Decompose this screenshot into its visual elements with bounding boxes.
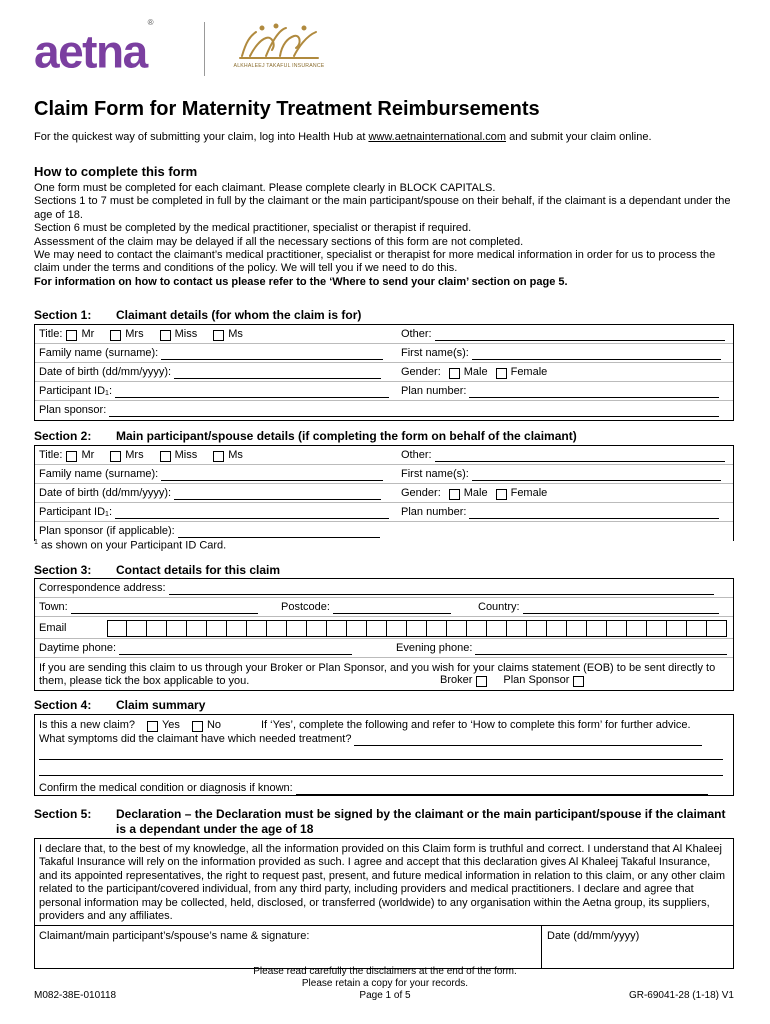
section-2-box — [34, 445, 734, 541]
participant-row: Participant ID $_1$ : Plan number: — [35, 503, 733, 522]
section-5-box — [34, 838, 734, 969]
postcode-field[interactable] — [333, 603, 451, 614]
address-field[interactable] — [169, 584, 714, 595]
email-char-box[interactable] — [127, 620, 147, 637]
email-input-grid[interactable] — [107, 620, 727, 637]
declaration-text: I declare that, to the best of my knowledge, all the information provided on this Claim form is truthful and correct. I understand that Al Khaleej Takaful Insurance will rely on the information provided as such. I agree and accept that this declaration gives Al Khaleej Takaful Insurance, and its appointed representatives, the right to request past, present, and future medical information in relation to this claim, or any other claim related to the participant/covered individual, from any third party, including providers and medical practitioners. I declare and agree that personal information may be collected, held, disclosed, or transferred (worldwide) to any organisation within the Aetna group, its suppliers, providers and any affiliates. — [35, 839, 733, 926]
how-to-instructions — [34, 182, 734, 289]
family-name-field[interactable] — [161, 349, 383, 360]
email-char-box[interactable] — [267, 620, 287, 637]
email-char-box[interactable] — [367, 620, 387, 637]
no-checkbox[interactable] — [192, 721, 203, 732]
mrs-checkbox[interactable] — [110, 330, 121, 341]
country-field[interactable] — [523, 603, 719, 614]
email-row: Email — [35, 617, 733, 639]
section-2-heading: Section 2: Main participant/spouse details (if completing the form on behalf of the claimant) — [34, 429, 577, 443]
email-char-box[interactable] — [607, 620, 627, 637]
email-char-box[interactable] — [187, 620, 207, 637]
email-char-box[interactable] — [247, 620, 267, 637]
email-char-box[interactable] — [427, 620, 447, 637]
email-char-box[interactable] — [347, 620, 367, 637]
title-other-field[interactable] — [435, 451, 725, 462]
signature-row — [35, 926, 733, 968]
date-field[interactable]: Date (dd/mm/yyyy) — [547, 930, 640, 943]
email-char-box[interactable] — [207, 620, 227, 637]
title-row: Title: Mr Mrs Miss Ms Other: — [35, 446, 733, 465]
participant-row: Participant ID $_1$ : Plan number: — [35, 382, 733, 401]
instruction-line: Section 6 must be completed by the medical practitioner, specialist or therapist if required. — [34, 222, 472, 235]
email-char-box[interactable] — [507, 620, 527, 637]
town-row: Town: Postcode: Country: — [35, 598, 733, 617]
logo-divider — [204, 22, 205, 76]
email-char-box[interactable] — [707, 620, 727, 637]
plan-number-field[interactable] — [469, 387, 719, 398]
plan-sponsor-field[interactable] — [178, 527, 380, 538]
aetna-website-link[interactable]: www.aetnainternational.com — [368, 131, 507, 143]
email-char-box[interactable] — [167, 620, 187, 637]
instruction-line: One form must be completed for each claimant. Please complete clearly in BLOCK CAPITALS. — [34, 182, 496, 194]
form-code-left: M082-38E-010118 — [34, 990, 117, 1001]
email-char-box[interactable] — [227, 620, 247, 637]
eob-row: If you are sending this claim to us through your Broker or Plan Sponsor, and you wish for your claims statement (EOB) to be sent directly to them, please tick the box applicable to you. Broker Plan Sponsor — [35, 658, 733, 690]
how-to-heading: How to complete this form — [34, 164, 198, 179]
sponsor-row: Plan sponsor: — [35, 401, 733, 420]
email-char-box[interactable] — [147, 620, 167, 637]
participant-id-field[interactable] — [115, 508, 389, 519]
arabic-calligraphy-logo-icon — [236, 22, 322, 62]
dob-row: Date of birth (dd/mm/yyyy): Gender: Male Female — [35, 363, 733, 382]
email-char-box[interactable] — [307, 620, 327, 637]
email-char-box[interactable] — [327, 620, 347, 637]
plan-number-field[interactable] — [469, 508, 719, 519]
ms-checkbox[interactable] — [213, 451, 224, 462]
section-5-heading: Section 5: Declaration – the Declaration must be signed by the claimant or the main participant/spouse if the claimant is a dependant under the age of 18 — [34, 807, 726, 836]
email-char-box[interactable] — [687, 620, 707, 637]
phone-row: Daytime phone: Evening phone: — [35, 639, 733, 658]
page-number: Page 1 of 5 — [359, 990, 411, 1001]
dob-field[interactable] — [174, 489, 381, 500]
mr-checkbox[interactable] — [66, 451, 77, 462]
daytime-phone-field[interactable] — [119, 644, 352, 655]
email-char-box[interactable] — [447, 620, 467, 637]
miss-checkbox[interactable] — [160, 330, 171, 341]
plan-sponsor-checkbox[interactable] — [573, 676, 584, 687]
alkhaleej-takaful-logo — [224, 22, 334, 74]
section-1-box — [34, 324, 734, 421]
male-checkbox[interactable] — [449, 368, 460, 379]
name-row: Family name (surname): First name(s): — [35, 344, 733, 363]
male-checkbox[interactable] — [449, 489, 460, 500]
first-name-field[interactable] — [472, 349, 721, 360]
intro-text: For the quickest way of submitting your claim, log into Health Hub at www.aetnainternational.com and submit your claim online. — [34, 131, 652, 143]
footnote: $^1$ as shown on your Participant ID Card. — [34, 539, 227, 552]
miss-checkbox[interactable] — [160, 451, 171, 462]
form-code-right: GR-69041-28 (1-18) V1 — [628, 990, 734, 1001]
instruction-line: Sections 1 to 7 must be completed in full by the claimant or the main participant/spouse on their behalf, if the claimant is a dependant under the age of 18. — [34, 195, 731, 221]
yes-checkbox[interactable] — [147, 721, 158, 732]
email-char-box[interactable] — [527, 620, 547, 637]
dob-field[interactable] — [174, 368, 381, 379]
name-row: Family name (surname): First name(s): — [35, 465, 733, 484]
female-checkbox[interactable] — [496, 489, 507, 500]
email-char-box[interactable] — [587, 620, 607, 637]
family-name-field[interactable] — [161, 470, 383, 481]
first-name-field[interactable] — [472, 470, 721, 481]
instruction-line: Assessment of the claim may be delayed if all the necessary sections of this form are not completed. — [34, 235, 524, 248]
email-char-box[interactable] — [467, 620, 487, 637]
email-char-box[interactable] — [287, 620, 307, 637]
town-field[interactable] — [71, 603, 258, 614]
email-char-box[interactable] — [387, 620, 407, 637]
email-char-box[interactable] — [407, 620, 427, 637]
email-char-box[interactable] — [627, 620, 647, 637]
title-other-field[interactable] — [435, 330, 725, 341]
participant-id-field[interactable] — [115, 387, 389, 398]
email-char-box[interactable] — [567, 620, 587, 637]
signature-divider — [541, 926, 542, 968]
symptoms-field[interactable] — [354, 735, 702, 746]
broker-checkbox[interactable] — [476, 676, 487, 687]
partner-name: ALKHALEEJ TAKAFUL INSURANCE — [233, 63, 325, 69]
ms-checkbox[interactable] — [213, 330, 224, 341]
email-char-box[interactable] — [487, 620, 507, 637]
plan-sponsor-field[interactable] — [109, 406, 719, 417]
mr-checkbox[interactable] — [66, 330, 77, 341]
dob-row: Date of birth (dd/mm/yyyy): Gender: Male Female — [35, 484, 733, 503]
page-title: Claim Form for Maternity Treatment Reimbursements — [34, 98, 540, 120]
email-char-box[interactable] — [667, 620, 687, 637]
email-char-box[interactable] — [647, 620, 667, 637]
instruction-line: We may need to contact the claimant’s medical practitioner, specialist or therapist for more medical information in order for us to process the claim under the terms and conditions of the policy. We will tell you if we need to do this. — [34, 249, 716, 275]
address-row: Correspondence address: — [35, 579, 733, 598]
email-char-box[interactable] — [547, 620, 567, 637]
sponsor-row: Plan sponsor (if applicable): — [35, 522, 733, 541]
symptoms-line-3[interactable] — [39, 775, 723, 776]
footer-notice: Please read carefully the disclaimers at the end of the form. Please retain a copy for your records. Page 1 of 5 — [200, 966, 570, 1002]
signature-field[interactable]: Claimant/main participant’s/spouse’s name & signature: — [39, 930, 310, 943]
evening-phone-field[interactable] — [475, 644, 727, 655]
female-checkbox[interactable] — [496, 368, 507, 379]
section-1-heading: Section 1: Claimant details (for whom the claim is for) — [34, 308, 362, 322]
contact-info-line: For information on how to contact us please refer to the ‘Where to send your claim’ section on page 5. — [34, 275, 568, 288]
mrs-checkbox[interactable] — [110, 451, 121, 462]
email-char-box[interactable] — [107, 620, 127, 637]
title-row: Title: Mr Mrs Miss Ms Other: — [35, 325, 733, 344]
eob-instructions: If you are sending this claim to us through your Broker or Plan Sponsor, and you wish for your claims statement (EOB) to be sent directly to them, please tick the box applicable to you. — [39, 662, 716, 687]
section-3-box — [34, 578, 734, 691]
aetna-logo: aetna® — [34, 18, 153, 78]
diagnosis-field[interactable] — [296, 784, 708, 795]
section-4-box: Is this a new claim? Yes No If ‘Yes’, complete the following and refer to ‘How to complete this form’ for further advice. What symptoms did the claimant have which needed treatment? Confirm the medical condition or diagnosis if known: — [34, 714, 734, 796]
section-3-heading: Section 3: Contact details for this claim — [34, 563, 281, 577]
symptoms-line-2[interactable] — [39, 759, 723, 760]
section-4-heading: Section 4: Claim summary — [34, 698, 206, 712]
